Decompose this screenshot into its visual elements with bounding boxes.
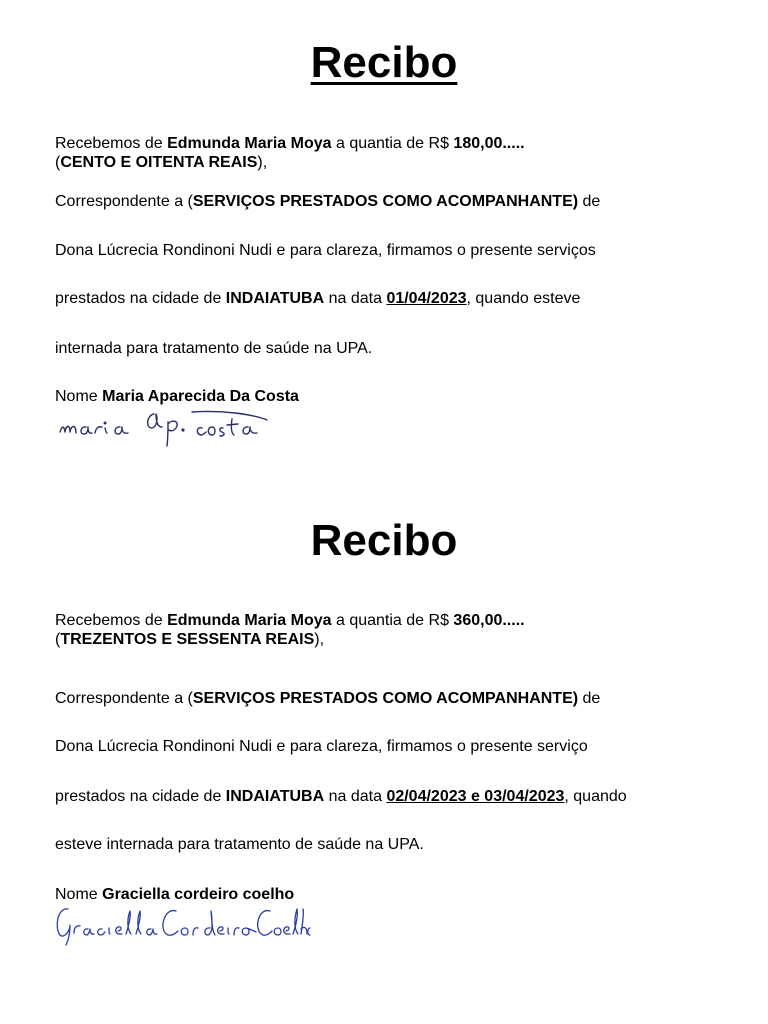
service-line: Correspondente a (SERVIÇOS PRESTADOS COMO ACOMPANHANTE) de <box>55 193 601 210</box>
signature-image <box>52 901 312 947</box>
name-line: Nome Graciella cordeiro coelho <box>55 886 295 903</box>
patient-line: Dona Lúcrecia Rondinoni Nudi e para clareza, firmamos o presente serviço <box>55 738 588 755</box>
city-date-line: prestados na cidade de INDAIATUBA na data 01/04/2023, quando esteve <box>55 290 581 307</box>
date: 02/04/2023 e 03/04/2023 <box>386 788 565 805</box>
payer-name: Edmunda Maria Moya <box>167 612 332 629</box>
patient-line: Dona Lúcrecia Rondinoni Nudi e para clareza, firmamos o presente serviços <box>55 242 596 259</box>
signature-image <box>52 406 362 450</box>
signer-name: Maria Aparecida Da Costa <box>102 388 299 405</box>
hospital-line: internada para tratamento de saúde na UPA. <box>55 340 373 357</box>
service: SERVIÇOS PRESTADOS COMO ACOMPANHANTE <box>192 193 573 210</box>
city-date-line: prestados na cidade de INDAIATUBA na data 02/04/2023 e 03/04/2023, quando <box>55 788 627 805</box>
signer-name: Graciella cordeiro coelho <box>102 886 295 903</box>
city: INDAIATUBA <box>225 788 325 805</box>
receipt-title: Recibo <box>310 38 458 87</box>
date: 01/04/2023 <box>386 290 467 307</box>
payer-name: Edmunda Maria Moya <box>167 135 332 152</box>
service-line: Correspondente a (SERVIÇOS PRESTADOS COMO ACOMPANHANTE) de <box>55 690 601 707</box>
amount-words: TREZENTOS E SESSENTA REAIS <box>60 631 315 648</box>
amount-words-line: (TREZENTOS E SESSENTA REAIS), <box>55 631 325 648</box>
hospital-line: esteve internada para tratamento de saúde na UPA. <box>55 836 424 853</box>
amount: 360,00..... <box>453 612 525 629</box>
amount-words-line: (CENTO E OITENTA REAIS), <box>55 154 268 171</box>
payer-line: Recebemos de Edmunda Maria Moya a quantia de R$ 180,00..... <box>55 135 525 152</box>
service: SERVIÇOS PRESTADOS COMO ACOMPANHANTE <box>192 690 573 707</box>
name-line: Nome Maria Aparecida Da Costa <box>55 388 299 405</box>
amount: 180,00..... <box>453 135 525 152</box>
city: INDAIATUBA <box>225 290 325 307</box>
receipt-title: Recibo <box>310 516 458 565</box>
amount-words: CENTO E OITENTA REAIS <box>60 154 258 171</box>
payer-line: Recebemos de Edmunda Maria Moya a quantia de R$ 360,00..... <box>55 612 525 629</box>
